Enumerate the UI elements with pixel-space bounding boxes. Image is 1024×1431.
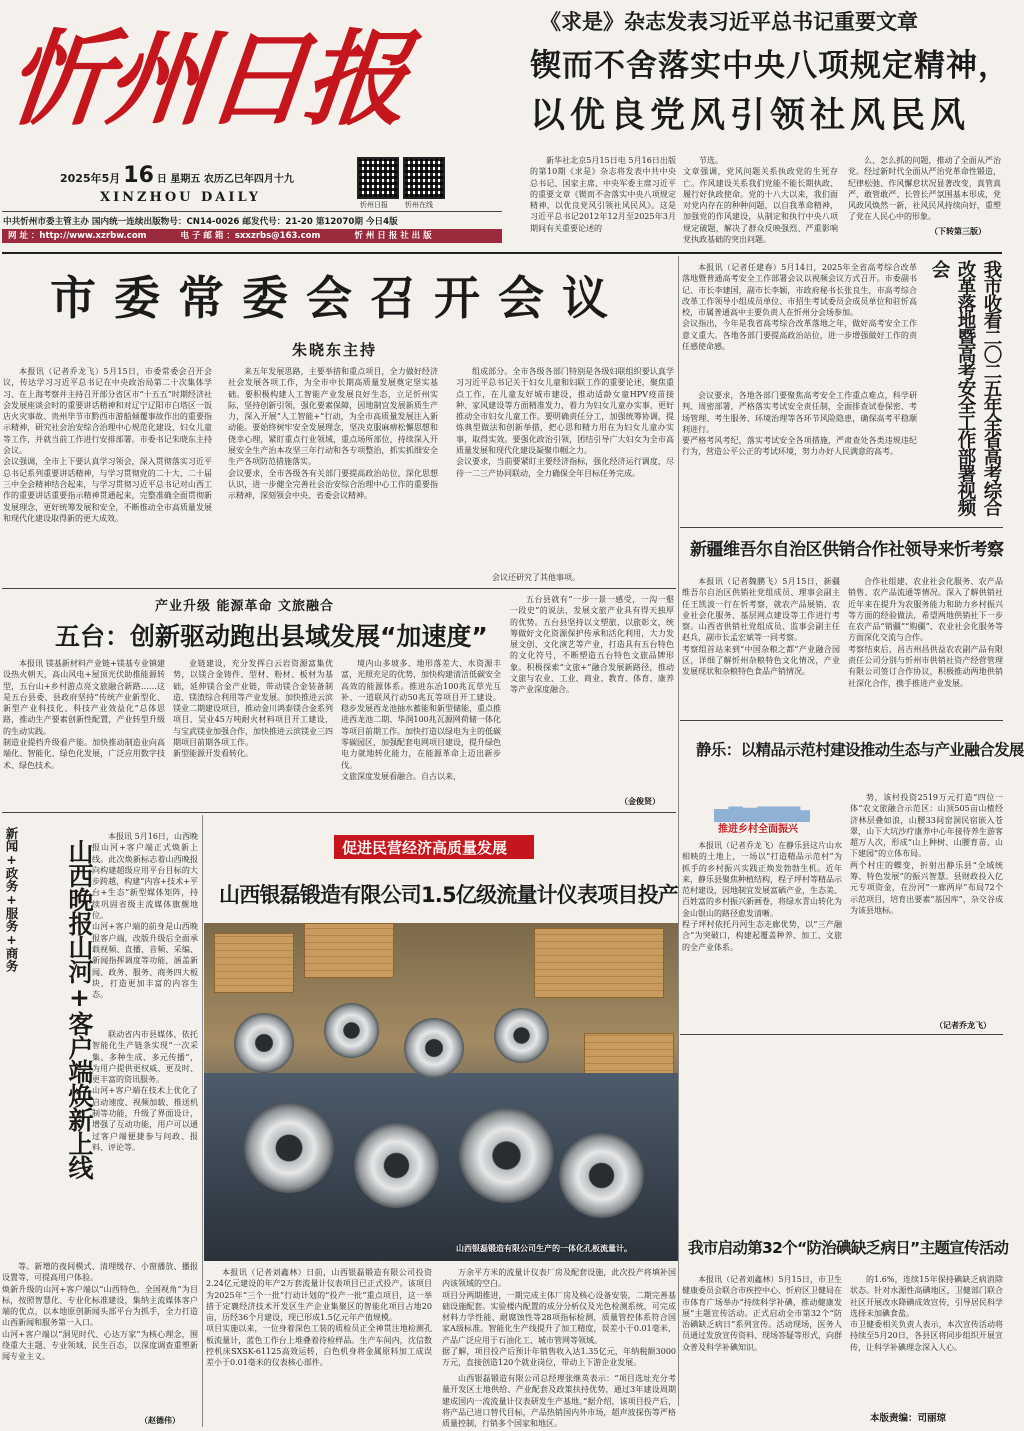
- wutai-title: 五台：创新驱动跑出县域发展“加速度”: [55, 622, 488, 651]
- xinjiang-col1: 本报讯（记者魏鹏飞）5月15日，新疆维吾尔自治区供销社党组成员、理事会副主任王凯波一行在忻考察，就农产品展销、农业社会化服务、基层网点建设等工作进行考察。山西省供销社党组成员、监事会副主任赵兵，副市长孟宏斌等一同考察。 考察组首站来到“中国杂粮之都”产业融合园区，详细了解忻州杂粮特色文化情况，产业发展现状和杂粮特色食品产销情况。: [682, 577, 840, 677]
- jingle-article: [680, 722, 1024, 1034]
- wanbao-title: 山西晚报山河+客户端焕新上线: [65, 839, 94, 1179]
- top-story-col3: 么、怎么抓的问题，推动了全面从严治党。经过新时代全面从严治党革命性锻造，纪律松弛、作风懈怠状况显著改变，真管真严、敢管敢严、长管长严氛围基本形成，党风政风焕然一新，社风民风持续向好，重塑了党在人民心中的形象。: [848, 156, 1001, 222]
- wutai-col2: 业链建设，充分发挥白云岩资源富集优势，以镁合金铸件、型材、粉材、板材为基础，延伸镁合金产业链，带动镁合金装备制造、镁渣综合利用等产业发展。加快推进云滨镁业二期建设项目，推动金川鸿泰镁合金系列项目、吴业45万吨耐火材料项目开工建设，与宝武镁业加强合作，加快推进云滨镁业三四期项目前期各项工作。 新型能源开发看转化。: [173, 659, 333, 759]
- flange-icon: [244, 1103, 334, 1193]
- email-link[interactable]: sxxzrbs@163.com: [234, 231, 321, 241]
- web-url-link[interactable]: http://www.xzrbw.com: [39, 231, 147, 241]
- yinlei-article: [204, 815, 678, 1430]
- crate-icon: [304, 923, 394, 978]
- wanbao-col1: 本报讯 5月16日，山西晚报山河+客户端正式焕新上线。此次焕新标志着山西晚报向构建超级应用平台目标的大步跨越，构建“内容+技术+平台+生态”新型媒体矩阵，持续巩固省级主流媒体旗舰地位。 山河+客户端的前身是山西晚报客户端，改版升级后全面承载视频、直播、音频、采编、新闻指挥调度等功能，涵盖新闻、政务、服务、商务四大板块，打造更加丰富的内容生态。: [92, 832, 198, 1000]
- wutai-byline: （金俊贤）: [620, 797, 660, 806]
- main-meeting-col4: 会议还研究了其他事项。: [492, 573, 580, 582]
- top-story-kicker: 《求是》杂志发表习近平总书记重要文章: [540, 10, 918, 34]
- yinlei-col2: 万余平方米的流量计仪表厂房及配套设施，此次投产将填补国内该领域的空白。 项目分两期推进，一期完成主体厂房及核心设备安装，二期完善基础设施配套。实验楼内配置的成分分析仪及光色检测系统，可完成材料力学性能、耐腐蚀性等28项指标检测，质量管控体系符合国家A级标准。智能化生产线提升了加工精度，误差小于0.01毫米，产品广泛应用于石油化工、城市管网等领域。 据了解，项目投产后预计年销售收入达1.35亿元，年纳税额3000万元，直接创造120个就业岗位，带动上下游企业发展。: [442, 1268, 676, 1368]
- crate-icon: [214, 933, 294, 993]
- yinlei-banner-label: 促进民营经济高质量发展: [342, 839, 508, 857]
- jingle-byline: （记者乔龙飞）: [935, 1021, 991, 1030]
- publication-info: 中共忻州市委主管主办 国内统一连续出版物号：CN14-0026 邮发代号：21-20 第12070期 今日4版: [3, 217, 398, 227]
- xinjiang-title: 新疆维吾尔自治区供销合作社领导来忻考察: [690, 540, 1004, 560]
- flange-icon: [354, 1123, 439, 1208]
- xinjiang-col2: 合作社组建、农业社会化服务、农产品销售、农产品流通等情况。深入了解供销社近年来在提升为农服务能力和助力乡村振兴等方面的经验做法，希望两地供销社下一步在农产品“销疆”“购疆”、农业社会化服务等方面深化交流与合作。 考察结束后，昌吉州昌供益农农副产品有限责任公司分别与忻州市供销社资产经营管理有限公司签订合作协议，积极推动两地供销社深化合作，携手推进产业发展。: [848, 577, 1003, 688]
- main-meeting-col1: 本报讯（记者乔龙飞）5月15日，市委常委会召开会议，传达学习习近平总书记在中央政治局第二十次集体学习、在上海考察并主持召开部分省区市“十五五”时期经济社会发展座谈会时的重要讲话精神和对辽宁辽阳市白塔区一饭店火灾事故、贵州毕节市黔西市游船倾覆事故作出的重要指示精神，研究社会治安综合治理中心规范化建设、妇女儿童等工作，并就当前工作进行安排部署。市委书记朱晓东主持会议。 会议强调，全市上下要认真学习领会，深入贯彻落实习近平总书记系列重要讲话精神，与学习贯彻党的二十大、二十届三中全会精神结合起来，与学习贯彻习近平总书记对山西工作的重要讲话重要指示精神贯通起来，完整准确全面贯彻新发展理念，更好统筹发展和安全，不断推动全市高质量发展和现代化建设取得新的更大成效。: [3, 367, 212, 523]
- contact-bar: [2, 229, 502, 243]
- pinyin-title: XINZHOU DAILY: [100, 190, 262, 205]
- building-icon: [714, 796, 810, 822]
- main-meeting-title: 市委常委会召开会议: [50, 271, 626, 325]
- jingle-badge: [688, 790, 838, 838]
- crate-icon: [534, 928, 664, 998]
- top-story: [510, 0, 1010, 255]
- qr2-label: 忻州在线: [405, 201, 433, 209]
- yinlei-col1: 本报讯（记者刘鑫林）日前，山西银磊锻造有限公司投资2.24亿元建设的年产2万套流量计仪表项目已正式投产。该项目为2025年“三个一批”行动计划的“投产一批”重点项目，这一举措于定襄经济技术开发区生产企业集聚区的智能化项目占地20亩，历经36个月建设，现已形成1.5亿元年产值规模。 项目实施以来，一位身着深色工装的质检员正全神贯注地检测孔板流量计，蓝色工作台上堆叠着待检样品。生产车间内，沈信数控机床SXSK-61125高效运转，白色机身将金属原料加工成误差小于0.01毫米的仪表核心部件。: [206, 1268, 432, 1368]
- yinlei-title: 山西银磊锻造有限公司1.5亿级流量计仪表项目投产: [219, 883, 678, 907]
- flange-icon: [559, 1133, 644, 1218]
- qr1-label: 忻州日报: [360, 201, 388, 209]
- jingle-col1: 本报讯（记者乔龙飞）在静乐县这片山水相映的土地上，一场以“打造精品示范村”为抓手的乡村振兴实践正焕发勃勃生机。近年来，静乐县聚焦种植结构，程子坪村等精品示范村建设，因地制宜发展富硒产业，生态美、百姓富的乡村振兴新画卷，将绿水青山转化为金山银山的路径愈发清晰。 程子坪村依托丹河生态走廊优势，以“三产融合”为突破口，构建起覆盖种养、加工、文旅的全产业体系。: [682, 841, 842, 952]
- gaokao-col1: 本报讯（记者任建春）5月14日，2025年全省高考综合改革落地暨普通高考安全工作部署会议以视频会议方式召开。市委副书记、市长李建国，副市长李颖，市政府秘书长张良生，市高考综合改革工作领导小组成员单位、市招生考试委员会成员单位和驻忻高校，市属普通高中主要负责人在忻州分会场参加。 会议指出，今年是我省高考综合改革落地之年，做好高考安全工作意义重大。各地各部门要提高政治站位，进一步增强做好工作的责任感使命感。: [682, 263, 917, 352]
- gaokao-title: 我市收看二〇二五年全省高考综合改革落地暨高考安全工作部署视频会: [929, 260, 1002, 515]
- date-day: 16: [123, 163, 154, 188]
- top-story-turn: （下转第三版）: [930, 227, 986, 236]
- main-meeting-col2: 来五年发展思路，主要举措和重点项目，全力做好经济社会发展各项工作，为全市中长期高质量发展奠定坚实基础。要积极构建人工智能产业发展良好生态，立足忻州实际，坚持创新引领，强化要素保障，因地制宜发展新质生产力，深入开展“人工智能+”行动，为全市高质量发展注入新动能。要始终树牢安全发展理念，坚决克服麻痹松懈思想和侥幸心理，紧盯重点行业领域，重点场所部位，持续深入开展安全生产治本攻坚三年行动和各专项整治，抓实抓细安全生产各项防范措施落实。 会议要求，全市各级各有关部门要提高政治站位，深化思想认识，进一步健全完善社会治安综合治理中心工作的重要指示精神，深刻领会中央、省委会议精神。: [228, 367, 438, 501]
- date-month: 2025年5月: [60, 172, 121, 185]
- wutai-col3: 境内山多坡多、地形落差大、水资源丰富，光照充足的优势，加快构建清洁低碳安全高效的能源体系。推进东冶100兆瓦草光互补、一道联风行动50兆瓦等项目开工建设。稳步发展西龙池抽水蓄能和新型储能，重点推进西龙池二期、华润100兆瓦源网荷储一体化等项目前期工作。加快打造以绿电为主的低碳零碳园区，加强配套电网项目建设，提升绿色电力就地转化能力，在能源革命上迈出新步伐。 文旅深度发展看融合。自古以来，: [341, 659, 501, 781]
- page-editor: 本版责编：司丽琼: [870, 1413, 947, 1424]
- date-weekday: 日 星期五 农历乙巳年四月十九: [156, 174, 294, 185]
- newspaper-logo: 忻州日报: [1, 19, 411, 140]
- flange-icon: [459, 1108, 554, 1203]
- top-story-col2: 节选。 文章强调，党风问题关系执政党的生死存亡。作风建设关系我们党能不能长期执政、履行好执政使命。党的十八大以来，我们面对党内存在的种种问题，以自我革命精神，加强党的作风建设，从制定和执行中央八项规定破题，解决了群众反映强烈、严重影响党执政基础的突出问题。: [683, 156, 838, 245]
- flange-icon: [324, 1003, 379, 1058]
- gaokao-col2: 会议要求，各地各部门要聚焦高考安全工作重点难点，科学研判、周密部署，严格落实考试安全责任制，全面排查试卷保密、考场管理、考生服务、环境治理等各环节风险隐患，确保高考平稳顺利进行。 要严格考风考纪，落实考试安全各项措施，严肃查处各类违规违纪行为，营造公平公正的考试环境，努力办好人民满意的高考。: [682, 391, 917, 457]
- fangzhi-title: 我市启动第32个“防治碘缺乏病日”主题宣传活动: [688, 1239, 1009, 1257]
- wutai-col4: 五台县就有“一步一景一感受，一沟一壑一段史”的说法，发展文旅产业具有得天独厚的优势。五台县坚持以文塑旅、以旅彰文，统筹做好文化资源保护传承和活化利用，大力发展文创、文化演艺等产业，打造具有五台特色的文化符号，不断塑造五台特色文旅品牌形象。积极探索“文旅+”融合发展新路径，推动文旅与农业、工业、商业、教育、体育、康养等产业深度融合。: [510, 595, 674, 695]
- email-label: 电 子 邮 箱 ：: [180, 231, 235, 241]
- flange-icon: [234, 1013, 294, 1073]
- qr-code-icon: [403, 157, 445, 199]
- wanbao-col-wide: 等。新增的夜间模式、清理缓存、小窗播放、播报设置等，可提高用户体验。 焕新升级的山河+客户端以“山西特色、全国视角”为目标，按照智慧化、专业化标准建设，集纳主流媒体客户端的优点，以本地原创新闻头部平台为抓手，全力打造山西新闻和服务第一入口。 山河+客户端以“洞见时代、心达万家”为核心理念，围绕重大主题、专业领域、民生百态，以深度调查重塑新闻专业主义。: [2, 1262, 198, 1362]
- gaokao-article: [680, 256, 1005, 526]
- publisher-label: 忻 州 日 报 社 出 版: [354, 231, 432, 241]
- fangzhi-col1: 本报讯（记者刘鑫林）5月15日，市卫生健康委员会联合市疾控中心、忻府区卫健局在市体育广场举办“持续科学补碘，推动健康发展”主题宣传活动。正式启动全市第32个“防治碘缺乏病日”系列宣传。活动现场，医务人员通过发放宣传资料、现场答疑等形式，向群众普及科学补碘知识。: [682, 1275, 842, 1352]
- main-meeting-col3: 组成部分。全市各级各部门特别是各级妇联组织要认真学习习近平总书记关于妇女儿童和妇联工作的重要论述，聚焦重点工作，在儿童友好城市建设，推动适龄女童HPV疫苗接种、家风建设等方面精准发力，着力为妇女儿童办实事，更好推动全市妇女儿童工作。要明确责任分工，加强统筹协调，提炼典型做法和创新举措，把心思和精力用在为妇女儿童办实事，取得实效。要强化政治引领，团结引导广大妇女为全市高质量发展和现代化建设凝聚巾帼之力。 会议要求，当前要紧盯主要经济指标，强化经济运行调度，尽待一二三产协同联动，全力确保全年目标任务完成。: [456, 367, 674, 478]
- flange-icon: [404, 1018, 464, 1078]
- top-story-title-2: 以优良党风引领社风民风: [530, 96, 971, 136]
- jingle-title: 静乐：以精品示范村建设推动生态与产业融合发展: [696, 741, 1024, 759]
- wutai-kicker: 产业升级 能源革命 文旅融合: [155, 599, 335, 614]
- qr-code-icon: [357, 157, 399, 199]
- yinlei-col3: 山西银磊锻造有限公司总经理张继英表示：“项目选址充分考量开发区土地供给、产业配套及政策扶持优势，通过3年建设周期建成国内一流流量计仪表研发生产基地。”据介绍，该项目投产后，将产品已进口替代目标，产品热销国内外市场，超声波探伤等严格质量控制，行销多个国家和地区。: [442, 1374, 676, 1429]
- wutai-col1: 本报讯 镁基新材料产业链+镁基专业镇建设热火朝天，高山风电+屋顶光伏助推能源转型，五台山+乡村游点亮文旅融合新路……这是五台县委、县政府坚持“传统产业新型化、新型产业科技化、科技产业效益化”总体思路，推动生产要素创新性配置，产业转型升级的生动实践。 制造业提档升级看产能。加快推动制造业向高端化、智能化、绿色化发展，广泛应用数字技术、绿色技术。: [3, 659, 165, 770]
- wanbao-byline: （赵德伟）: [140, 1416, 180, 1425]
- main-meeting-presider: 朱晓东主持: [292, 341, 378, 359]
- jingle-col2: 势，该村投资2519万元打造“四位一体”农文旅融合示范区：山顶505亩山楂经济林层叠如浪，山腰33间窑洞民宿嵌入苍翠，山下大坑沙疗康养中心年接待养生游客超万人次，形成“山上种树、山腰育苗、山下建园”的立体布局。 两个村庄的蝶变，折射出静乐县“全域统筹、特色发展”的振兴智慧。县财政投入亿元专项资金，在汾河“一廊两岸”布局72个示范项目，培育出要素“基因库”，杂交谷成为该县地标。: [850, 793, 1003, 915]
- yinlei-banner: [334, 835, 534, 859]
- wanbao-article: [0, 815, 200, 1430]
- top-story-title-1: 锲而不舍落实中央八项规定精神，: [530, 48, 1010, 84]
- main-meeting: [0, 256, 676, 588]
- issue-date: [60, 163, 294, 188]
- web-label: 网 址 ：: [8, 231, 40, 241]
- fangzhi-col2: 的1.6%，连续15年保持碘缺乏病消除状态。针对水源性高碘地区，卫健部门联合社区开展改水降碘成效宣传，引导居民科学选择未加碘食盐。 市卫健委相关负责人表示，本次宣传活动将持续至5月20日，各县区将同步组织开展宣传，让科学补碘理念深入人心。: [850, 1275, 1003, 1352]
- wanbao-subtitle: 新闻+政务+服务+商务: [4, 827, 19, 972]
- fangzhi-article: [680, 1036, 1009, 1406]
- wutai-article: [0, 590, 676, 810]
- jingle-badge-label: 推进乡村全面振兴: [718, 824, 798, 835]
- xinjiang-article: [680, 530, 1005, 720]
- wanbao-col2: 联动省内市县媒体，依托智能化生产链条实现“一次采集、多种生成、多元传播”，为用户提供更权威、更及时、更丰富的资讯服务。 山河+客户端在技术上优化了启动速度、视频加载、推送机制等功能，升级了界面设计，增强了互动功能，用户可以通过客户端便捷参与问政、报料、评论等。: [92, 1030, 198, 1152]
- top-story-col1: 新华社北京5月15日电 5月16日出版的第10期《求是》杂志将发表中共中央总书记、国家主席、中央军委主席习近平的重要文章《锲而不舍落实中央八项规定精神，以优良党风引领社风民风》。这是习近平总书记2012年12月至2025年3月期间有关重要论述的: [530, 156, 676, 233]
- flowmeter-photo: [204, 923, 678, 1261]
- flange-icon: [494, 1008, 549, 1063]
- photo-caption: 山西银磊锻造有限公司生产的一体化孔板流量计。: [456, 1243, 632, 1253]
